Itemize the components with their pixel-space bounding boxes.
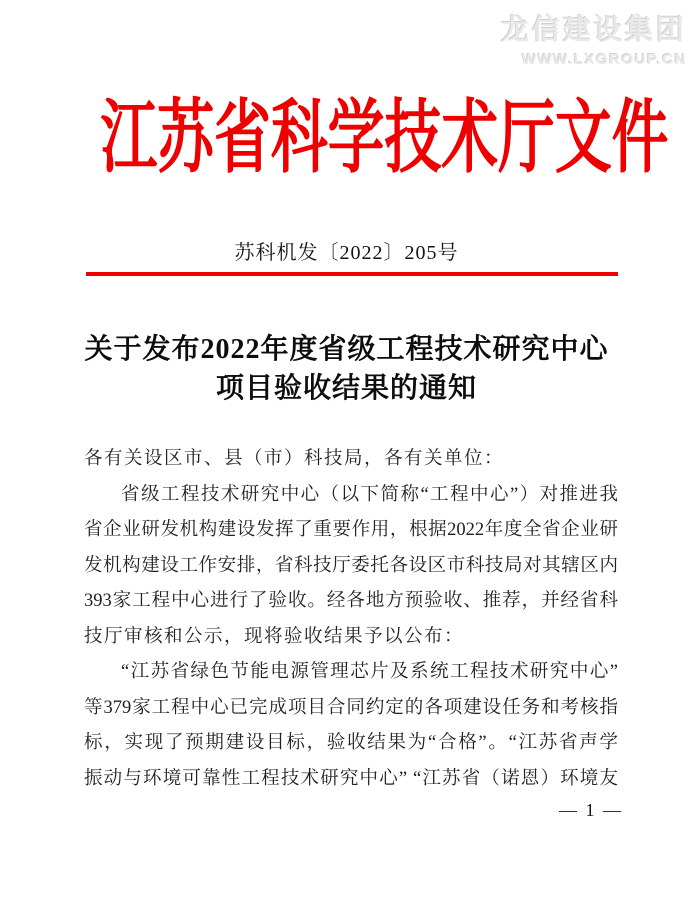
document-reference-number: 苏科机发〔2022〕205号	[234, 242, 459, 264]
body-line: 省级工程技术研究中心（以下简称“工程中心”）对推进我	[121, 484, 618, 505]
body-line: 发机构建设工作安排，省科技厅委托各设区市科技局对其辖区内	[84, 555, 618, 576]
body-line: 393家工程中心进行了验收。经各地方预验收、推荐，并经省科	[84, 591, 618, 611]
watermark-website: WWW.LXGROUP.CN	[522, 51, 687, 68]
body-line: 技厅审核和公示，现将验收结果予以公布：	[84, 626, 465, 647]
body-line: 标，实现了预期建设目标，验收结果为“合格”。“江苏省声学	[84, 733, 618, 753]
watermark-company-name: 龙信建设集团	[500, 14, 687, 45]
body-line: 振动与环境可靠性工程技术研究中心” “江苏省（诺恩）环境友	[84, 768, 618, 789]
body-line: 等379家工程中心已完成项目合同约定的各项建设任务和考核指	[84, 697, 618, 718]
notice-body	[84, 442, 618, 797]
body-line: 省企业研发机构建设发挥了重要作用，根据2022年度全省企业研	[84, 520, 618, 540]
notice-title-line2: 项目验收结果的通知	[215, 373, 477, 404]
watermark	[501, 8, 687, 68]
page-number: — 1 —	[559, 800, 623, 820]
notice-title-line1: 关于发布2022年度省级工程技术研究中心	[84, 334, 609, 365]
body-line: “江苏省绿色节能电源管理芯片及系统工程技术研究中心”	[121, 662, 618, 682]
notice-title	[0, 330, 693, 408]
letterhead-agency-title: 江苏省科学技术厅文件	[100, 95, 669, 183]
body-line-salutation: 各有关设区市、县（市）科技局，各有关单位：	[84, 449, 505, 469]
red-divider-line	[86, 272, 618, 276]
